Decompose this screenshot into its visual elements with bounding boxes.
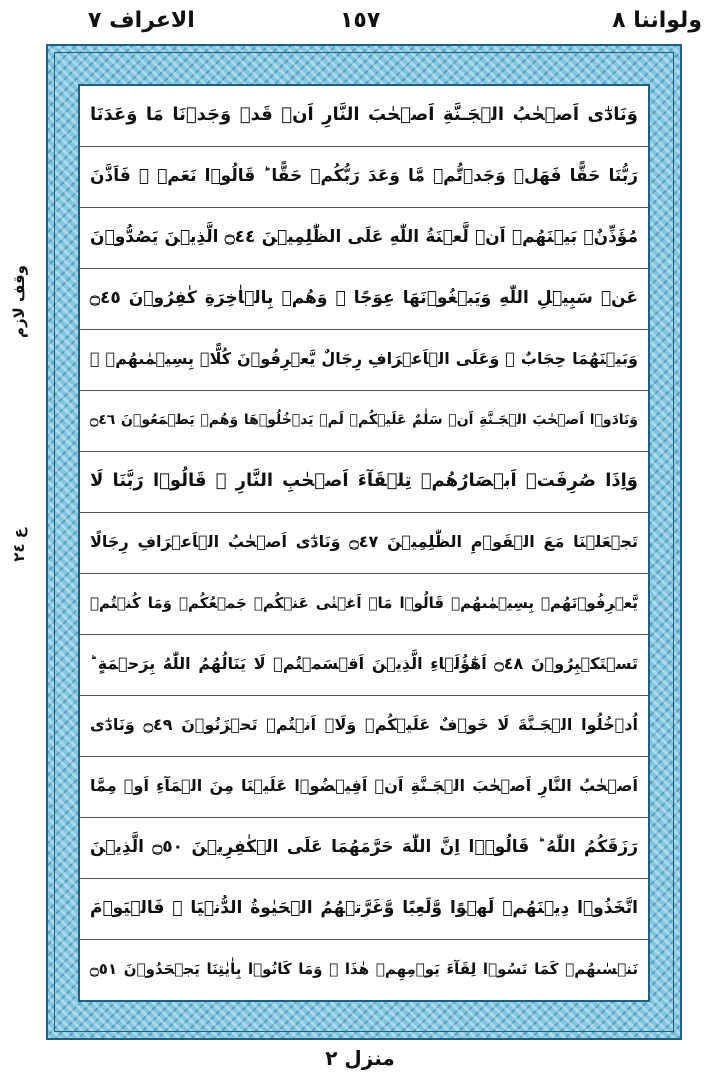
verse-line [80, 269, 648, 330]
verse-line-text: عَنۡ سَبِيۡلِ اللّٰهِ وَيَبۡغُوۡنَهَا عِوَجًا ۚ وَهُمۡ بِالۡاٰخِرَةِ كٰفِرُوۡنَ ۝٤٥ [90, 288, 638, 308]
verse-line [80, 208, 648, 269]
verse-line-text: اتَّخَذُوۡا دِيۡنَهُمۡ لَهۡوًا وَّلَعِبًا وَّغَرَّتۡهُمُ الۡحَيٰوةُ الدُّنۡيَا ۚ فَالۡيَوۡمَ [90, 898, 638, 918]
verse-line [80, 696, 648, 757]
verse-line [80, 879, 648, 940]
manzil-footer: منزل ٢ [325, 1046, 395, 1070]
surah-label: الاعراف ٧ [88, 8, 195, 33]
verse-line [80, 635, 648, 696]
verse-line [80, 147, 648, 208]
waqf-margin-note: وقف لازم [10, 265, 28, 339]
verse-line-text: وَاِذَا صُرِفَتۡ اَبۡصَارُهُمۡ تِلۡقَآءَ اَصۡحٰبِ النَّارِ ۙ قَالُوۡا رَبَّنَا لَا [90, 470, 638, 491]
juz-label: ولواننا ٨ [612, 8, 702, 33]
verse-line [80, 757, 648, 818]
verse-line [80, 86, 648, 147]
verse-line-text: مُؤَذِّنٌۢ بَيۡنَهُمۡ اَنۡ لَّعۡنَةُ اللّٰهِ عَلَى الظّٰلِمِيۡنَ ۝٤٤ الَّذِيۡنَ يَصُدُّوۡنَ [90, 227, 638, 247]
verse-line-text: تَجۡعَلۡنَا مَعَ الۡقَوۡمِ الظّٰلِمِيۡنَ ۝٤٧ وَنَادٰٓى اَصۡحٰبُ الۡاَعۡرَافِ رِجَالًا [90, 532, 638, 551]
verse-line [80, 452, 648, 513]
page-number: ١٥٧ [340, 8, 381, 33]
verse-line [80, 330, 648, 391]
verse-line [80, 391, 648, 452]
verse-line [80, 513, 648, 574]
verse-line-text: رَزَقَكُمُ اللّٰهُ ؕ قَالُوۡۤا اِنَّ اللّٰهَ حَرَّمَهُمَا عَلَى الۡكٰفِرِيۡنَ ۝٥٠ الَّذِيۡنَ [90, 837, 638, 857]
verse-line-text: رَبُّنَا حَقًّا فَهَلۡ وَجَدۡتُّمۡ مَّا وَعَدَ رَبُّكُمۡ حَقًّا ؕ قَالُوۡا نَعَمۡ ۚ فَاَذَّنَ [90, 166, 638, 186]
verse-line [80, 818, 648, 879]
verse-line-text: نَنۡسٰٮهُمۡ كَمَا نَسُوۡا لِقَآءَ يَوۡمِهِمۡ هٰذَا ۙ وَمَا كَانُوۡا بِاٰيٰتِنَا يَجۡحَدُوۡنَ ۝٥١ [90, 960, 638, 978]
decorative-border-frame [46, 44, 682, 1040]
verse-line-text: يَّعۡرِفُوۡنَهُمۡ بِسِيۡمٰٮهُمۡ قَالُوۡا مَاۤ اَغۡنٰى عَنۡكُمۡ جَمۡعُكُمۡ وَمَا كُنۡتُمۡ [90, 594, 638, 612]
verse-line-text: تَسۡتَكۡبِرُوۡنَ ۝٤٨ اَهٰٓؤُلَۤاءِ الَّذِيۡنَ اَقۡسَمۡتُمۡ لَا يَنَالُهُمُ اللّٰهُ بِرَحۡمَةٍ ؕ [90, 654, 639, 673]
verse-line [80, 940, 648, 1001]
verse-lines [80, 86, 648, 1000]
ruku-margin-note: ع ٢٤ [10, 528, 28, 562]
verse-line-text: وَبَيۡنَهُمَا حِجَابٌ ۚ وَعَلَى الۡاَعۡرَافِ رِجَالٌ يَّعۡرِفُوۡنَ كُلًّاۢ بِسِيۡمٰٮهُمۡ ۚ [90, 349, 638, 368]
verse-line-text: اُدۡخُلُوا الۡجَـنَّةَ لَا خَوۡفٌ عَلَيۡكُمۡ وَلَاۤ اَنۡتُمۡ تَحۡزَنُوۡنَ ۝٤٩ وَنَادٰٓى [90, 715, 639, 734]
verse-line-text: اَصۡحٰبُ النَّارِ اَصۡحٰبَ الۡجَـنَّةِ اَنۡ اَفِيۡضُوۡا عَلَيۡنَا مِنَ الۡمَآءِ اَوۡ مِمَّا [90, 776, 638, 795]
verse-line-text: وَنَادَوۡا اَصۡحٰبَ الۡجَـنَّةِ اَنۡ سَلٰمٌ عَلَيۡكُمۡ لَمۡ يَدۡخُلُوۡهَا وَهُمۡ يَطۡمَعُوۡنَ ۝٤٦ [90, 412, 638, 428]
page-header [0, 4, 720, 44]
text-panel [78, 84, 650, 1002]
verse-line-text: وَنَادٰٓى اَصۡحٰبُ الۡجَـنَّةِ اَصۡحٰبَ النَّارِ اَنۡ قَدۡ وَجَدۡنَا مَا وَعَدَنَا [90, 104, 638, 125]
verse-line [80, 574, 648, 635]
